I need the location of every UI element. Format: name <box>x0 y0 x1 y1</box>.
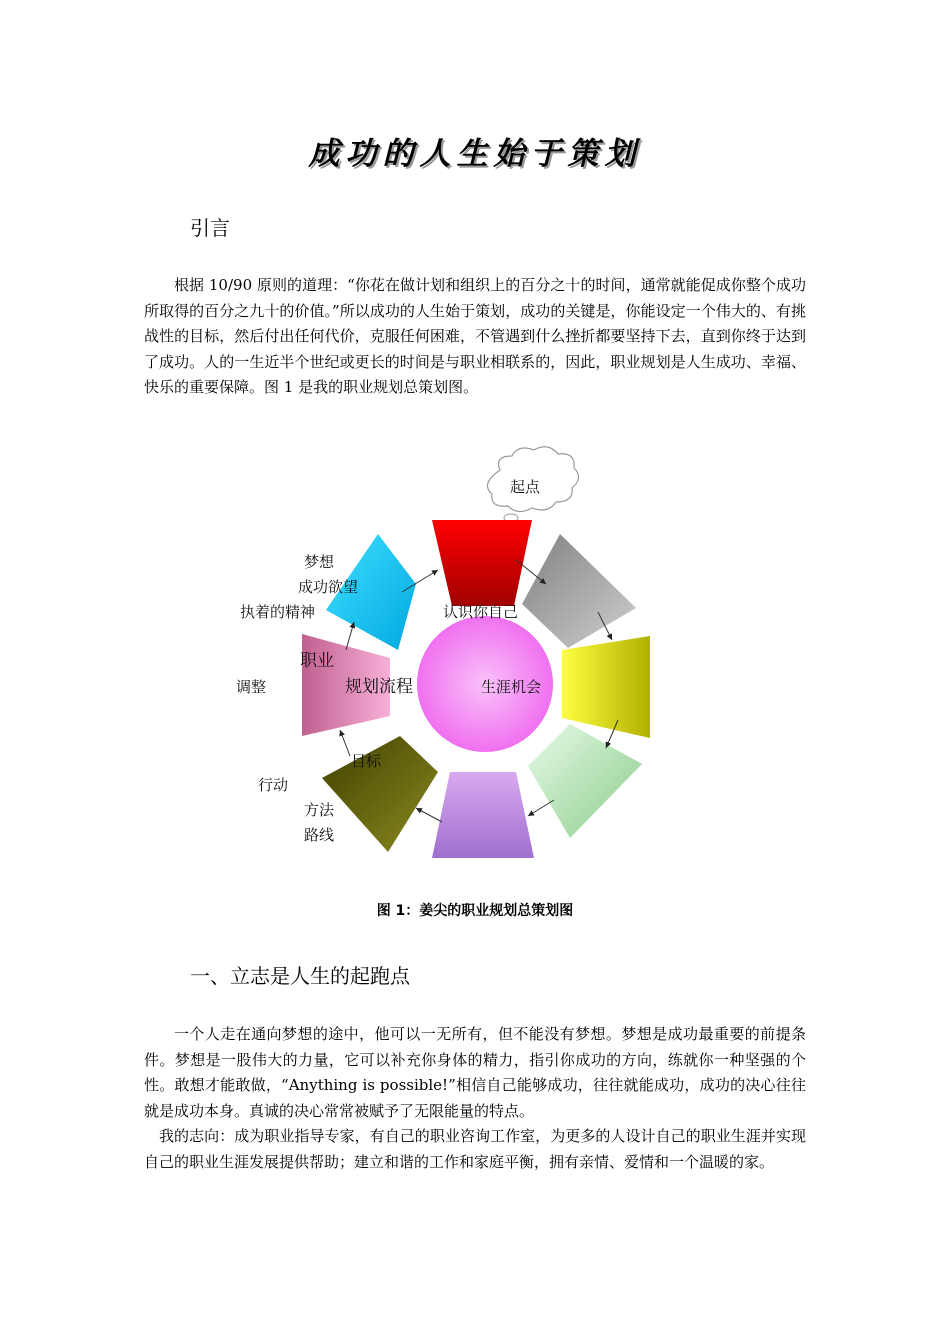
section-one-paragraph-1: 一个人走在通向梦想的途中，他可以一无所有，但不能没有梦想。梦想是成功最重要的前提条件。梦想是一股伟大的力量，它可以补充你身体的精力，指引你成功的方向，练就你一种坚强的个性。敢想才能敢做，“Anything is possible!”相信自己能够成功，往往就能成功，成功的决心往往就是成功本身。真诚的决心常常被赋予了无限能量的特点。 <box>144 1025 806 1120</box>
label-career-chance: 生涯机会 <box>481 678 542 696</box>
section-one-paragraph-2: 我的志向：成为职业指导专家，有自己的职业咨询工作室，为更多的人设计自己的职业生涯并实现自己的职业生涯发展提供帮助；建立和谐的工作和家庭平衡，拥有亲情、爱情和一个温暖的家。 <box>144 1127 806 1171</box>
label-route: 路线 <box>304 826 335 844</box>
label-desire: 成功欲望 <box>298 578 359 596</box>
label-action: 行动 <box>258 776 289 794</box>
segment-bottom-right <box>528 724 642 838</box>
section-heading-intro: 引言 <box>190 216 230 240</box>
figure-caption: 图 1：姜尖的职业规划总策划图 <box>376 903 574 919</box>
start-label: 起点 <box>510 478 541 496</box>
center-label-line2: 规划流程 <box>345 677 413 697</box>
segment-top-right <box>522 534 636 648</box>
label-adjust: 调整 <box>236 678 267 696</box>
label-know-self: 认识你自己 <box>443 603 519 621</box>
section-one-body <box>144 1022 806 1175</box>
label-dream: 梦想 <box>304 553 335 571</box>
intro-paragraph-text: 根据 10/90 原则的道理：“你花在做计划和组织上的百分之十的时间，通常就能促成你整个成功所取得的百分之九十的价值。”所以成功的人生始于策划，成功的关键是，你能设定一个伟大的、有挑战性的目标，然后付出任何代价，克服任何困难，不管遇到什么挫折都要坚持下去，直到你终于达到了成功。人的一生近半个世纪或更长的时间是与职业相联系的，因此，职业规划是人生成功、幸福、快乐的重要保障。图 1 是我的职业规划总策划图。 <box>144 276 806 396</box>
section-heading-one: 一、立志是人生的起跑点 <box>190 964 410 988</box>
center-label-line1: 职业 <box>300 651 334 671</box>
segment-top <box>432 520 532 606</box>
label-persistence: 执着的精神 <box>240 603 316 621</box>
document-title: 成功的人生始于策划 <box>308 136 642 172</box>
segment-bottom <box>432 772 534 858</box>
label-goal: 目标 <box>351 752 382 770</box>
segment-right <box>562 636 650 738</box>
label-method: 方法 <box>304 801 335 819</box>
